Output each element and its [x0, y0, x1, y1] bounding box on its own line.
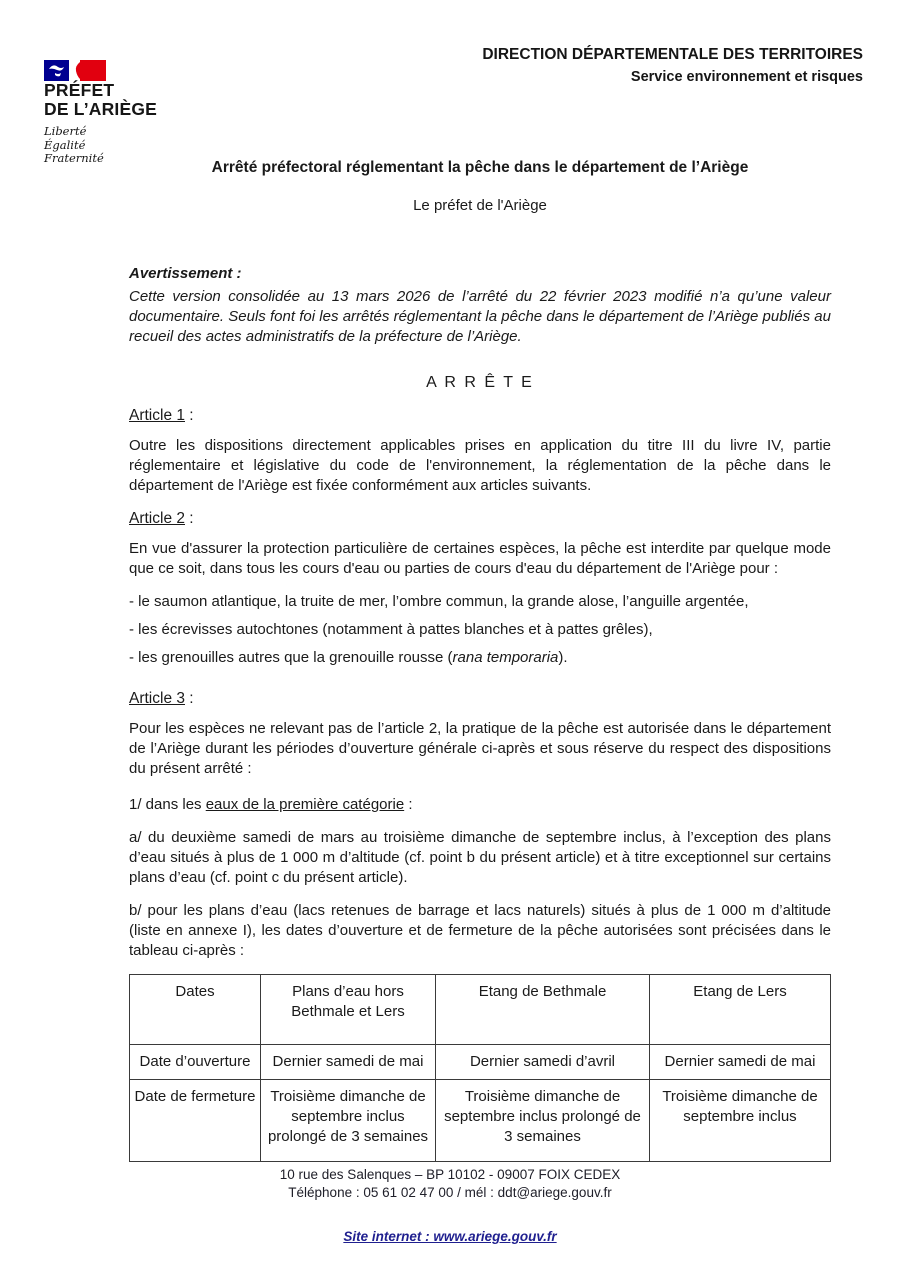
marianne-logo — [44, 60, 157, 166]
table-header-bethmale: Etang de Bethmale — [436, 975, 650, 1045]
footer-site-link[interactable]: Site internet : www.ariege.gouv.fr — [343, 1229, 557, 1244]
document-body — [129, 158, 831, 1162]
cell-fermeture-plans: Troisième dimanche de septembre inclus prolongé de 3 semaines — [261, 1080, 436, 1162]
motto-egalite: Égalité — [44, 137, 86, 152]
article3-point-a: a/ du deuxième samedi de mars au troisième dimanche de septembre inclus, à l’exception des plans d’eau situés à plus de 1 000 m d’altitude (cf. point b du présent article) et à titre exceptionnel sur certains plans d’eau (cf. point c du présent article). — [129, 829, 831, 886]
warning-text: Cette version consolidée au 13 mars 2026 de l’arrêté du 22 février 2023 modifié n’a qu’une valeur documentaire. Seuls font foi les arrêtés réglementant la pêche dans le département de l’Ariège publiés au recueil des actes administratifs de la préfecture de l’Ariège. — [129, 288, 831, 345]
footer-phone: Téléphone : 05 61 02 47 00 / mél : ddt@ariege.gouv.fr — [288, 1185, 612, 1200]
article2-colon: : — [185, 510, 194, 527]
header-service-block — [482, 46, 863, 85]
cell-ouverture-lers: Dernier samedi de mai — [650, 1045, 831, 1080]
header-service: Service environnement et risques — [630, 69, 863, 85]
table-header-dates: Dates — [130, 975, 261, 1045]
table-header-plans-eau: Plans d’eau hors Bethmale et Lers — [261, 975, 436, 1045]
bullet3-pre: - les grenouilles autres que la grenouille rousse ( — [129, 649, 453, 666]
header-direction: DIRECTION DÉPARTEMENTALE DES TERRITOIRES — [482, 46, 863, 63]
motto-fraternite: Fraternité — [44, 151, 104, 165]
article3-colon: : — [185, 690, 194, 707]
bullet3-species-name: rana temporaria — [452, 649, 559, 666]
table-row-ouverture — [130, 1045, 831, 1080]
footer-address: 10 rue des Salenques – BP 10102 - 09007 FOIX CEDEX — [279, 1167, 621, 1182]
cat1-underlined: eaux de la première catégorie — [205, 796, 405, 813]
article2-bullet-1: - le saumon atlantique, la truite de mer, l’ombre commun, la grande alose, l’anguille argentée, — [129, 593, 749, 610]
article2-heading — [129, 509, 831, 529]
article2-bullet-2: - les écrevisses autochtones (notamment à pattes blanches et à pattes grêles), — [129, 621, 653, 638]
article1-heading — [129, 406, 831, 426]
cat1-post: : — [404, 796, 413, 813]
motto-liberte: Liberté — [44, 124, 87, 138]
cell-fermeture-lers: Troisième dimanche de septembre inclus — [650, 1080, 831, 1162]
article1-body: Outre les dispositions directement applicables prises en application du titre III du livre IV, partie réglementaire et législative du code de l'environnement, la réglementation de la pêche dans le département de l'Ariège est fixée conformément aux articles suivants. — [129, 437, 831, 494]
page-footer — [0, 1166, 900, 1246]
article3-heading — [129, 689, 831, 709]
arrete-heading: A R R Ê T E — [426, 374, 534, 391]
warning-label: Avertissement : — [129, 265, 242, 282]
category1-line — [129, 795, 831, 815]
article3-body: Pour les espèces ne relevant pas de l’article 2, la pratique de la pêche est autorisée dans le département de l’Ariège durant les périodes d’ouverture générale ci-après et sous réserve du respect des dispositions du présent arrêté : — [129, 720, 831, 777]
doc-title: Arrêté préfectoral réglementant la pêche dans le département de l’Ariège — [211, 159, 749, 176]
doc-subtitle: Le préfet de l'Ariège — [413, 197, 547, 214]
cat1-pre: 1/ dans les — [129, 796, 206, 813]
french-flag-icon — [44, 60, 106, 81]
fishing-periods-table — [129, 974, 831, 1162]
prefet-name-line1: PRÉFET — [44, 80, 115, 100]
article2-bullet-3 — [129, 648, 831, 668]
article2-label: Article 2 — [129, 510, 185, 527]
article1-label: Article 1 — [129, 407, 185, 424]
table-header-row — [130, 975, 831, 1045]
cell-ouverture-bethmale: Dernier samedi d’avril — [436, 1045, 650, 1080]
article3-label: Article 3 — [129, 690, 185, 707]
cell-ouverture-plans: Dernier samedi de mai — [261, 1045, 436, 1080]
prefet-name-line2: DE L’ARIÈGE — [44, 99, 158, 119]
table-header-lers: Etang de Lers — [650, 975, 831, 1045]
article3-point-b: b/ pour les plans d’eau (lacs retenues de barrage et lacs naturels) situés à plus de 1 000 m d’altitude (liste en annexe I), les dates d’ouverture et de fermeture de la pêche autorisées sont précisées dans le tableau ci-après : — [129, 902, 831, 959]
cell-fermeture-bethmale: Troisième dimanche de septembre inclus prolongé de 3 semaines — [436, 1080, 650, 1162]
article1-colon: : — [185, 407, 194, 424]
bullet3-post: ). — [558, 649, 568, 666]
cell-fermeture-label: Date de fermeture — [130, 1080, 261, 1162]
cell-ouverture-label: Date d’ouverture — [130, 1045, 261, 1080]
article2-body: En vue d'assurer la protection particulière de certaines espèces, la pêche est interdite par quelque mode que ce soit, dans tous les cours d'eau ou parties de cours d'eau du département de l'Ariège pour : — [129, 540, 831, 577]
table-row-fermeture — [130, 1080, 831, 1162]
